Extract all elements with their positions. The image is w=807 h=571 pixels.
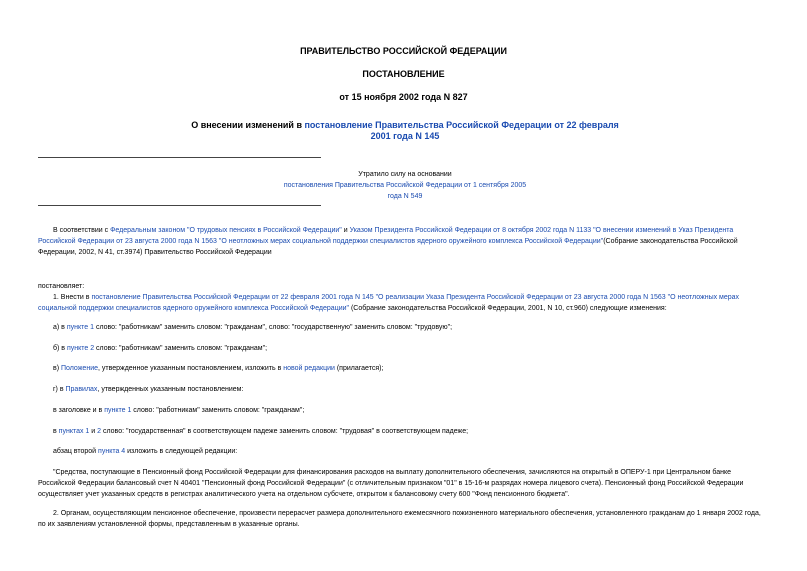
subitem-g-2: в пунктах 1 и 2 слово: "государственная" в соответствующем падеже заменить словом: "трудовая" в соответствующем падеже;: [53, 428, 469, 435]
president-decree-link[interactable]: Указом Президента Российской Федерации от 8 октября 2002 года N 1133 "О внесении изменений в Указ Президента Российской Федерации от 23 августа 2000 года N 1563 "О неотложных мерах социальной поддержки специалистов ядерного оружейного комплекса Российской Федерации": [38, 227, 734, 245]
regulation-link[interactable]: Положение: [61, 365, 98, 372]
resolution-145-link[interactable]: постановление Правительства Российской Федерации от 22 февраля 2001 года N 145 "О реализации Указа Президента Российской Федерации от 23 августа 2000 года N 1563 "О неотложных мерах социальной поддержки специалистов ядерного оружейного комплекса Российской Федерации": [38, 294, 740, 312]
point-4-link[interactable]: пункта 4: [98, 448, 126, 455]
government-name: ПРАВИТЕЛЬСТВО РОССИЙСКОЙ ФЕДЕРАЦИИ: [300, 46, 507, 56]
federal-law-link[interactable]: Федеральным законом "О трудовых пенсиях в Российской Федерации": [110, 227, 342, 234]
subitem-v: в) Положение, утвержденное указанным постановлением, изложить в новой редакции (прилагается);: [53, 365, 384, 372]
subitem-g-3: абзац второй пункта 4 изложить в следующей редакции:: [53, 448, 238, 455]
subitem-g-1: в заголовке и в пункте 1 слово: "работникам" заменить словом: "гражданам";: [53, 407, 305, 414]
status-note: [280, 169, 530, 202]
divider-bottom: [38, 205, 321, 206]
point-2-link-2[interactable]: 2: [97, 428, 102, 435]
point-1-link[interactable]: пункте 1: [66, 324, 94, 331]
subitem-b: б) в пункте 2 слово: "работникам" заменить словом: "гражданам";: [53, 345, 268, 352]
preamble-paragraph: В соответствии с Федеральным законом "О трудовых пенсиях в Российской Федерации" и Указом Президента Российской Федерации от 8 октября 2002 года N 1133 "О внесении изменений в Указ Президента Российской Федерации от 23 августа 2000 года N 1563 "О неотложных мерах социальной поддержки специалистов ядерного оружейного комплекса Российской Федерации"(Собрание законодательства Российской Федерации, 2002, N 41, ст.3974) Правительство Российской Федерации: [38, 227, 738, 256]
document-type: ПОСТАНОВЛЕНИЕ: [362, 69, 445, 79]
subitem-a: а) в пункте 1 слово: "работникам" заменить словом: "гражданам", слово: "государственную" заменить словом: "трудовую";: [53, 324, 453, 331]
rules-link[interactable]: Правилах: [65, 386, 98, 393]
title-link[interactable]: постановление Правительства Российской Федерации от 22 февраля 2001 года N 145: [304, 120, 619, 141]
status-note-link[interactable]: постановления Правительства Российской Федерации от 1 сентября 2005 года N 549: [283, 182, 527, 200]
rules-point-1-link[interactable]: пункте 1: [104, 407, 132, 414]
item-2-paragraph: 2. Органам, осуществляющим пенсионное обеспечение, произвести перерасчет размера дополнительного ежемесячного пожизненного материального обеспечения, установленного гражданам до 1 января 2002 года, по их заявлениям установленной формы, представленным в указанные органы.: [38, 510, 761, 528]
document-date-number: от 15 ноября 2002 года N 827: [339, 92, 468, 102]
status-note-line: Утратило силу на основании: [358, 171, 452, 178]
subitem-g: г) в Правилах, утвержденных указанным постановлением:: [53, 386, 244, 393]
item-1-paragraph: 1. Внести в постановление Правительства Российской Федерации от 22 февраля 2001 года N 145 "О реализации Указа Президента Российской Федерации от 23 августа 2000 года N 1563 "О неотложных мерах социальной поддержки специалистов ядерного оружейного комплекса Российской Федерации" (Собрание законодательства Российской Федерации, 2001, N 10, ст.960) следующие изменения:: [38, 294, 740, 312]
divider-top: [38, 157, 321, 158]
points-1-link[interactable]: пунктах 1: [58, 428, 90, 435]
new-edition-link[interactable]: новой редакции: [283, 365, 335, 372]
point-2-link[interactable]: пункте 2: [66, 345, 95, 352]
document-title: [180, 120, 630, 142]
resolves-text: постановляет:: [38, 283, 85, 290]
title-prefix: О внесении изменений в: [191, 120, 305, 130]
quoted-paragraph: "Средства, поступающие в Пенсионный фонд Российской Федерации для финансирования расходов на выплату дополнительного обеспечения, зачисляются на открытый в ОПЕРУ-1 при Центральном банке Российской Федерации балансовый счет N 40401 "Пенсионный фонд Российской Федерации" (с отличительным признаком "01" в 15-16-м разрядах номера лицевого счета). Пенсионный фонд Российской Федерации осуществляет учет указанных средств в регистрах аналитического учета на отдельном субсчете, открытом к балансовому счету 600 "Фонд пенсионного бюджета".: [38, 469, 744, 498]
